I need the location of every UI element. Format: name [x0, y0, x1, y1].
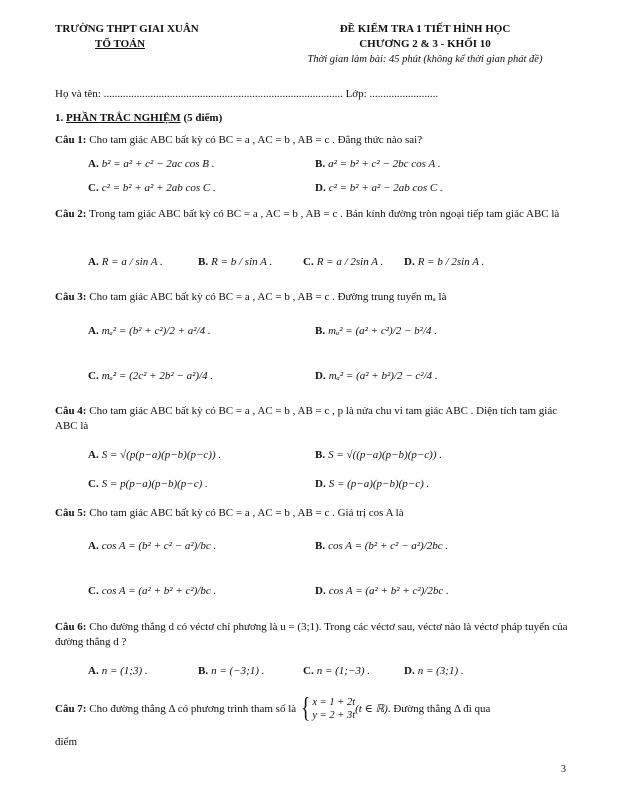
question-7-continuation: điểm [55, 736, 77, 748]
parameter-domain: (t ∈ ℝ) [355, 702, 388, 715]
question-label: Câu 1: [55, 134, 87, 146]
class-label: Lớp: ......................... [345, 88, 439, 100]
exam-chapter: CHƯƠNG 2 & 3 - KHỐI 10 [359, 38, 491, 50]
option-5a[interactable]: A. cos A = (b² + c² − a²)/bc . [88, 540, 217, 552]
question-label: Câu 6: [55, 621, 87, 633]
option-1a[interactable]: A. b² = a² + c² − 2ac cos B . [88, 158, 215, 170]
school-name: TRƯỜNG THPT GIAI XUÂN [55, 23, 199, 35]
question-label: Câu 2: [55, 208, 87, 220]
question-text: Cho tam giác ABC bất kỳ có BC = a , AC = b , AB = c , p là nửa chu vi tam giác ABC . Diện tích tam giác ABC là [55, 405, 558, 432]
option-6b[interactable]: B. n = (−3;1) . [198, 665, 265, 677]
question-4 [55, 404, 570, 434]
time-note: Thời gian làm bài: 45 phút (không kể thời gian phát đề) [307, 54, 543, 65]
parametric-system: { x = 1 + 2t y = 2 + 3t [300, 693, 356, 724]
student-info-line [55, 88, 575, 100]
option-1c[interactable]: C. c² = b² + a² + 2ab cos C . [88, 182, 216, 194]
option-4a[interactable]: A. S = √(p(p−a)(p−b)(p−c)) . [88, 449, 222, 461]
department-name: TỔ TOÁN [95, 38, 146, 50]
question-label: Câu 4: [55, 405, 87, 417]
option-2d[interactable]: D. R = b / 2sin A . [404, 256, 485, 268]
name-label: Họ và tên: ....................................................................................... [55, 88, 343, 100]
option-6d[interactable]: D. n = (3;1) . [404, 665, 464, 677]
option-4c[interactable]: C. S = p(p−a)(p−b)(p−c) . [88, 478, 208, 490]
question-2 [55, 207, 570, 222]
question-label: Câu 3: [55, 291, 87, 303]
option-2c[interactable]: C. R = a / 2sin A . [303, 256, 384, 268]
option-5c[interactable]: C. cos A = (a² + b² + c²)/bc . [88, 585, 217, 597]
option-5b[interactable]: B. cos A = (b² + c² − a²)/2bc . [315, 540, 449, 552]
option-2a[interactable]: A. R = a / sin A . [88, 256, 163, 268]
option-4b[interactable]: B. S = √((p−a)(p−b)(p−c)) . [315, 449, 443, 461]
section-points: (5 điểm) [180, 112, 223, 124]
exam-header [55, 22, 575, 67]
system-line-2: y = 2 + 3t [312, 710, 356, 721]
exam-title: ĐỀ KIỂM TRA 1 TIẾT HÌNH HỌC [339, 23, 511, 35]
question-text-after: . Đường thẳng Δ đi qua [387, 702, 491, 715]
question-text: Cho tam giác ABC bất kỳ có BC = a , AC = b , AB = c . Giá trị cos A là [89, 507, 404, 519]
option-1b[interactable]: B. a² = b² + c² − 2bc cos A . [315, 158, 441, 170]
page-number: 3 [561, 764, 566, 775]
option-1d[interactable]: D. c² = b² + a² − 2ab cos C . [315, 182, 443, 194]
option-2b[interactable]: B. R = b / sin A . [198, 256, 273, 268]
question-label: Câu 7: [55, 702, 87, 715]
question-6 [55, 620, 570, 650]
option-3d[interactable]: D. mₐ² = (a² + b²)/2 − c²/4 . [315, 370, 438, 382]
system-line-1: x = 1 + 2t [312, 697, 356, 708]
option-6c[interactable]: C. n = (1;−3) . [303, 665, 371, 677]
question-text: Trong tam giác ABC bất kỳ có BC = a , AC = b , AB = c . Bán kính đường tròn ngoại tiếp tam giác ABC là [89, 208, 560, 220]
section-heading [55, 112, 222, 124]
question-text: Cho tam giác ABC bất kỳ có BC = a , AC = b , AB = c . Đẳng thức nào sai? [89, 134, 423, 146]
option-3b[interactable]: B. mₐ² = (a² + c²)/2 − b²/4 . [315, 325, 438, 337]
section-title: PHẦN TRẮC NGHIỆM [66, 112, 181, 124]
question-3 [55, 290, 570, 305]
section-number: 1. [55, 112, 66, 124]
question-text: Cho đường thẳng d có véctơ chỉ phương là u = (3;1). Trong các véctơ sau, véctơ nào là véctơ pháp tuyến của đường thẳng d ? [55, 621, 568, 648]
question-text: Cho tam giác ABC bất kỳ có BC = a , AC = b , AB = c . Đường trung tuyến mₐ là [89, 291, 447, 303]
question-5 [55, 506, 570, 521]
question-text: Cho đường thẳng Δ có phương trình tham số là [89, 702, 297, 715]
option-5d[interactable]: D. cos A = (a² + b² + c²)/2bc . [315, 585, 449, 597]
option-3a[interactable]: A. mₐ² = (b² + c²)/2 + a²/4 . [88, 325, 211, 337]
option-3c[interactable]: C. mₐ² = (2c² + 2b² − a²)/4 . [88, 370, 214, 382]
question-7 [55, 695, 570, 723]
option-6a[interactable]: A. n = (1;3) . [88, 665, 148, 677]
question-1 [55, 133, 570, 148]
question-label: Câu 5: [55, 507, 87, 519]
option-4d[interactable]: D. S = (p−a)(p−b)(p−c) . [315, 478, 430, 490]
